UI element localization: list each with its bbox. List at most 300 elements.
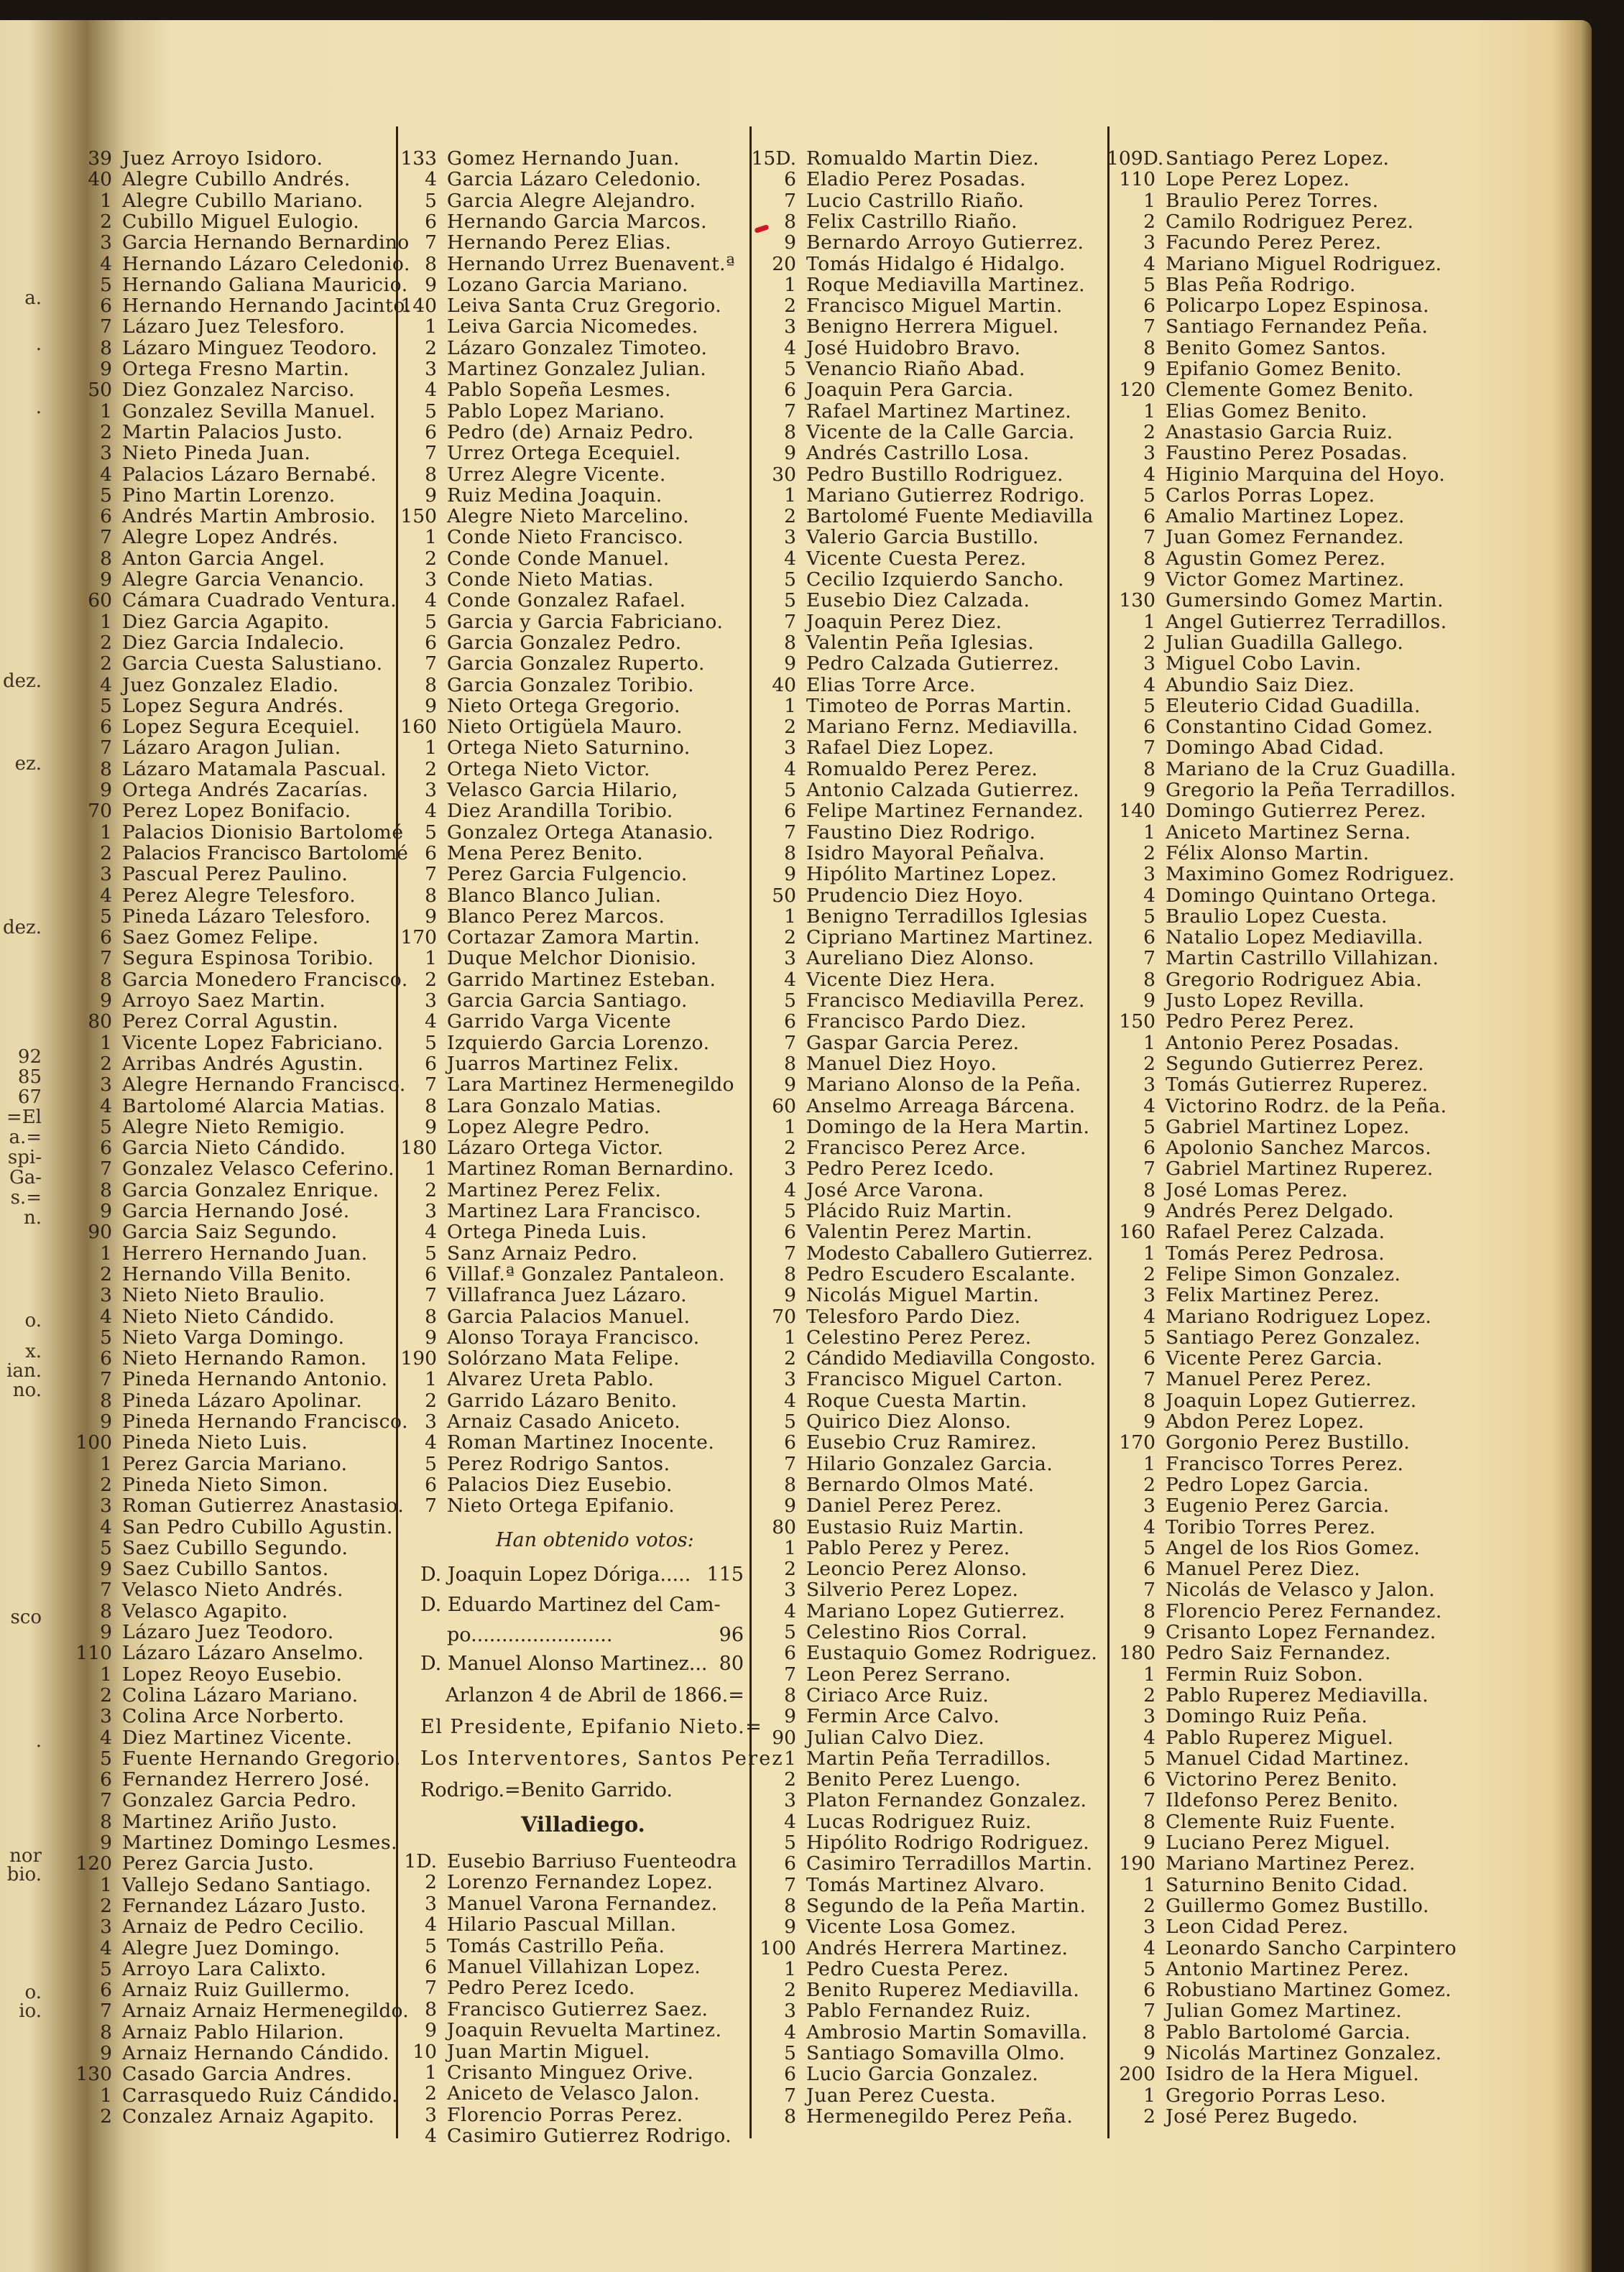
row-name: Pablo Lopez Mariano. (447, 400, 665, 422)
row-number: 4 (1143, 673, 1155, 696)
row-name: Aniceto Martinez Serna. (1166, 821, 1411, 844)
row-number: 9 (100, 2042, 112, 2064)
row-name: Nieto Hernando Ramon. (122, 1347, 367, 1370)
row-name: Cándido Mediavilla Congosto. (806, 1347, 1096, 1370)
row-number: 2 (425, 2082, 437, 2105)
row-number: 8 (784, 1894, 796, 1917)
row-name: Gabriel Martinez Lopez. (1166, 1115, 1410, 1138)
row-number: 4 (1143, 884, 1155, 907)
row-name: Carrasquedo Ruiz Cándido. (122, 2084, 399, 2107)
row-name: Garcia Lázaro Celedonio. (447, 168, 702, 191)
row-name: Arroyo Saez Martin. (122, 989, 326, 1012)
row-number: 8 (784, 210, 796, 233)
row-number: 8 (784, 1052, 796, 1075)
row-name: Garcia Saiz Segundo. (122, 1221, 338, 1244)
row-name: Arribas Andrés Agustin. (122, 1052, 364, 1075)
row-name: Ortega Andrés Zacarías. (122, 779, 369, 801)
row-number: 150 (1119, 1010, 1155, 1033)
row-number: 3 (1143, 1284, 1155, 1307)
row-number: 2 (784, 505, 796, 528)
row-number: 3 (425, 1200, 437, 1222)
row-number: 8 (425, 673, 437, 696)
row-number: 5 (1143, 905, 1155, 928)
row-number: 6 (100, 1768, 112, 1791)
row-number: 8 (1143, 1178, 1155, 1201)
row-number: 3 (784, 1158, 796, 1181)
fragment: bio. (6, 1864, 42, 1885)
row-name: Perez Garcia Mariano. (122, 1452, 348, 1475)
row-name: Domingo de la Hera Martin. (806, 1115, 1090, 1138)
row-number: 9 (425, 1326, 437, 1349)
row-number: 8 (1143, 1599, 1155, 1622)
row-number: 1 (784, 484, 796, 507)
row-name: Santiago Perez Gonzalez. (1166, 1326, 1421, 1349)
row-number: 2 (784, 1979, 796, 2002)
row-number: 9 (425, 694, 437, 717)
row-name: Eleuterio Cidad Guadilla. (1166, 694, 1421, 717)
row-number: 1 (1143, 1873, 1155, 1896)
row-number: 40 (88, 168, 112, 191)
row-number: 7 (100, 526, 112, 549)
row-name: Leoncio Perez Alonso. (806, 1558, 1028, 1581)
row-number: 120 (1119, 379, 1155, 402)
row-name: Colina Lázaro Mariano. (122, 1684, 359, 1707)
row-number: 4 (425, 1221, 437, 1244)
row-number: 5 (784, 1200, 796, 1222)
row-name: Valerio Garcia Bustillo. (806, 526, 1039, 549)
row-name: Andrés Castrillo Losa. (806, 442, 1030, 465)
row-number: 7 (100, 1789, 112, 1812)
row-name: José Perez Bugedo. (1166, 2105, 1359, 2128)
row-name: Segundo Gutierrez Perez. (1166, 1052, 1425, 1075)
row-number: 4 (100, 463, 112, 486)
row-name: Lopez Segura Andrés. (122, 694, 344, 717)
row-number: 1 (784, 905, 796, 928)
row-number: 2 (1143, 841, 1155, 864)
row-number: 7 (1143, 2000, 1155, 2023)
row-name: Gonzalez Velasco Ceferino. (122, 1158, 395, 1181)
row-name: Francisco Gutierrez Saez. (447, 1998, 709, 2021)
row-number: 9 (100, 1832, 112, 1854)
row-number: 1 (425, 1368, 437, 1391)
row-number: 2 (1143, 2105, 1155, 2128)
row-number: 7 (425, 1073, 437, 1096)
fragment: nor (9, 1845, 42, 1867)
row-name: Arnaiz Pablo Hilarion. (122, 2021, 345, 2044)
row-number: 3 (100, 442, 112, 465)
row-name: Gregorio Rodriguez Abia. (1166, 968, 1423, 991)
row-number: 8 (100, 757, 112, 780)
row-name: Garcia Gonzalez Toribio. (447, 673, 695, 696)
row-number: 60 (88, 589, 112, 612)
row-name: Garcia Hernando Bernardino (122, 231, 410, 254)
row-name: Palacios Dionisio Bartolomé (122, 821, 404, 844)
row-number: 2 (100, 2105, 112, 2128)
row-name: Hernando Garcia Marcos. (447, 210, 708, 233)
row-name: Pedro (de) Arnaiz Pedro. (447, 420, 694, 443)
row-number: 1 (1143, 400, 1155, 422)
row-number: 6 (1143, 926, 1155, 949)
row-name: Isidro Mayoral Peñalva. (806, 841, 1046, 864)
row-number: 4 (1143, 1726, 1155, 1749)
row-number: 4 (784, 547, 796, 570)
fragment: 67 (17, 1086, 42, 1108)
row-name: Eustaquio Gomez Rodriguez. (806, 1642, 1098, 1665)
row-name: Romualdo Martin Diez. (806, 147, 1040, 170)
row-number: 5 (784, 1621, 796, 1643)
row-name: Pablo Ruperez Miguel. (1166, 1726, 1394, 1749)
row-name: Garcia Alegre Alejandro. (447, 189, 696, 212)
row-name: Garcia y Garcia Fabriciano. (447, 610, 724, 633)
row-number: 3 (784, 1368, 796, 1391)
row-number: 5 (425, 1452, 437, 1475)
row-name: Pablo Bartolomé Garcia. (1166, 2021, 1411, 2044)
row-number: 2 (1143, 631, 1155, 654)
row-number: 4 (784, 757, 796, 780)
row-name: Pedro Perez Icedo. (806, 1158, 995, 1181)
row-number: 1 (1143, 821, 1155, 844)
row-number: 8 (784, 420, 796, 443)
row-number: 7 (784, 1873, 796, 1896)
vote-count: 80 (719, 1653, 744, 1675)
row-number: 15D. (751, 147, 796, 170)
row-number: 3 (100, 231, 112, 254)
row-number: 4 (425, 589, 437, 612)
row-number: 9 (425, 484, 437, 507)
row-number: 100 (75, 1431, 112, 1454)
row-number: 5 (425, 1934, 437, 1957)
row-name: Fernandez Herrero José. (122, 1768, 371, 1791)
row-number: 8 (100, 336, 112, 359)
row-name: Celestino Perez Perez. (806, 1326, 1032, 1349)
row-name: José Lomas Perez. (1166, 1178, 1349, 1201)
row-number: 8 (100, 547, 112, 570)
row-name: Diez Garcia Agapito. (122, 610, 330, 633)
row-name: Justo Lopez Revilla. (1166, 989, 1365, 1012)
row-number: 1 (1143, 2084, 1155, 2107)
row-name: Aniceto de Velasco Jalon. (447, 2082, 701, 2105)
row-name: Celestino Rios Corral. (806, 1621, 1028, 1643)
row-name: Eusebio Cruz Ramirez. (806, 1431, 1038, 1454)
row-number: 170 (1119, 1431, 1155, 1454)
row-name: Prudencio Diez Hoyo. (806, 884, 1024, 907)
row-name: Julian Guadilla Gallego. (1166, 631, 1404, 654)
row-number: 2 (425, 1178, 437, 1201)
row-name: Nieto Ortega Gregorio. (447, 694, 680, 717)
row-number: 2 (1143, 1262, 1155, 1285)
row-name: Casado Garcia Andres. (122, 2063, 353, 2086)
fragment: =El (6, 1107, 42, 1128)
row-name: Tomás Martinez Alvaro. (806, 1873, 1046, 1896)
vote-candidate: D. Joaquin Lopez Dóriga..... (420, 1564, 691, 1586)
row-name: Andrés Martin Ambrosio. (122, 505, 377, 528)
row-number: 2 (784, 716, 796, 739)
row-name: Martinez Gonzalez Julian. (447, 358, 707, 380)
fragment: 92 (17, 1046, 42, 1068)
row-name: Eustasio Ruiz Martin. (806, 1515, 1025, 1538)
row-number: 6 (425, 1473, 437, 1496)
row-number: 5 (1143, 484, 1155, 507)
fragment: dez. (3, 670, 42, 692)
row-number: 9 (784, 442, 796, 465)
row-name: Perez Garcia Fulgencio. (447, 863, 688, 886)
row-number: 9 (100, 358, 112, 380)
row-number: 3 (425, 1410, 437, 1433)
row-name: Saez Cubillo Segundo. (122, 1536, 349, 1559)
row-name: Joaquin Revuelta Martinez. (447, 2019, 722, 2042)
row-name: Hernando Villa Benito. (122, 1262, 352, 1285)
fragment: spi- (7, 1147, 42, 1168)
row-number: 7 (425, 1977, 437, 2000)
row-name: Daniel Perez Perez. (806, 1495, 1002, 1518)
row-name: Fernandez Lázaro Justo. (122, 1894, 367, 1917)
row-number: 7 (425, 442, 437, 465)
row-number: 9 (100, 989, 112, 1012)
row-number: 3 (100, 1073, 112, 1096)
row-name: Pedro Perez Perez. (1166, 1010, 1355, 1033)
row-name: Pineda Nieto Luis. (122, 1431, 308, 1454)
row-name: Isidro de la Hera Miguel. (1166, 2063, 1420, 2086)
row-name: Victorino Rodrz. de la Peña. (1166, 1094, 1447, 1117)
row-number: 6 (100, 1979, 112, 2002)
row-number: 6 (1143, 1979, 1155, 2002)
row-name: Palacios Francisco Bartolomé (122, 841, 408, 864)
row-name: Braulio Lopez Cuesta. (1166, 905, 1388, 928)
row-name: Juan Gomez Fernandez. (1166, 526, 1405, 549)
row-number: 5 (100, 484, 112, 507)
row-name: Lopez Reoyo Eusebio. (122, 1663, 343, 1686)
row-number: 140 (1119, 800, 1155, 823)
row-name: Hernando Hernando Jacinto. (122, 295, 412, 318)
row-number: 2 (1143, 420, 1155, 443)
row-number: 90 (772, 1726, 796, 1749)
row-name: Hernando Lázaro Celedonio. (122, 252, 411, 275)
row-name: Lorenzo Fernandez Lopez. (447, 1871, 714, 1894)
row-number: 6 (100, 926, 112, 949)
row-number: 1D. (404, 1850, 437, 1872)
row-name: Manuel Varona Fernandez. (447, 1892, 718, 1915)
row-name: Hernando Urrez Buenavent.ª (447, 252, 735, 275)
row-number: 1 (784, 1536, 796, 1559)
row-name: Saturnino Benito Cidad. (1166, 1873, 1408, 1896)
row-name: Felix Martinez Perez. (1166, 1284, 1380, 1307)
row-number: 1 (1143, 1452, 1155, 1475)
row-number: 5 (100, 1957, 112, 1980)
row-name: Herrero Hernando Juan. (122, 1242, 368, 1265)
row-name: Alegre Juez Domingo. (122, 1936, 341, 1959)
row-name: Alegre Cubillo Mariano. (122, 189, 364, 212)
row-name: Luciano Perez Miguel. (1166, 1832, 1391, 1854)
row-number: 9 (1143, 568, 1155, 591)
row-number: 9 (100, 779, 112, 801)
row-name: Agustin Gomez Perez. (1166, 547, 1386, 570)
row-number: 1 (425, 736, 437, 759)
row-number: 6 (1143, 1347, 1155, 1370)
row-number: 2 (425, 1871, 437, 1894)
row-number: 3 (100, 863, 112, 886)
row-name: Lázaro Aragon Julian. (122, 736, 341, 759)
row-name: Garrido Lázaro Benito. (447, 1389, 678, 1412)
row-number: 7 (1143, 1368, 1155, 1391)
row-number: 2 (100, 1894, 112, 1917)
row-number: 9 (100, 1410, 112, 1433)
row-name: Facundo Perez Perez. (1166, 231, 1382, 254)
row-number: 4 (784, 1599, 796, 1622)
row-name: Francisco Perez Arce. (806, 1137, 1027, 1160)
fragment: a.= (9, 1127, 42, 1148)
row-number: 8 (1143, 1389, 1155, 1412)
row-name: Sanz Arnaiz Pedro. (447, 1242, 638, 1265)
row-number: 4 (1143, 463, 1155, 486)
row-name: Lázaro Ortega Victor. (447, 1137, 664, 1160)
row-name: Gaspar Garcia Perez. (806, 1031, 1020, 1054)
row-number: 7 (425, 652, 437, 675)
row-name: Nicolás de Velasco y Jalon. (1166, 1579, 1436, 1602)
row-name: Rafael Diez Lopez. (806, 736, 995, 759)
row-name: Nieto Ortega Epifanio. (447, 1495, 675, 1518)
row-number: 3 (784, 736, 796, 759)
row-number: 5 (1143, 1115, 1155, 1138)
row-number: 3 (1143, 652, 1155, 675)
row-number: 3 (784, 1579, 796, 1602)
row-name: Eladio Perez Posadas. (806, 168, 1026, 191)
row-number: 8 (1143, 547, 1155, 570)
row-number: 6 (100, 1347, 112, 1370)
row-number: 6 (100, 1137, 112, 1160)
row-number: 9 (1143, 358, 1155, 380)
row-name: Bartolomé Fuente Mediavilla (806, 505, 1094, 528)
row-name: Gabriel Martinez Ruperez. (1166, 1158, 1434, 1181)
fragment: o. (24, 1310, 42, 1331)
row-name: Joaquin Pera Garcia. (806, 379, 1014, 402)
row-name: Valentin Peña Iglesias. (806, 631, 1035, 654)
row-number: 4 (1143, 1094, 1155, 1117)
fragment: x. (25, 1341, 42, 1362)
row-number: 1 (1143, 610, 1155, 633)
row-name: Antonio Martinez Perez. (1166, 1957, 1410, 1980)
row-number: 8 (425, 1094, 437, 1117)
row-number: 7 (425, 231, 437, 254)
row-number: 150 (400, 505, 437, 528)
row-name: Ildefonso Perez Benito. (1166, 1789, 1399, 1812)
vote-count: 115 (706, 1564, 744, 1586)
row-number: 6 (100, 295, 112, 318)
row-name: Francisco Pardo Diez. (806, 1010, 1027, 1033)
row-number: 3 (1143, 863, 1155, 886)
row-number: 3 (425, 358, 437, 380)
row-name: Apolonio Sanchez Marcos. (1166, 1137, 1432, 1160)
row-number: 1 (100, 1663, 112, 1686)
row-number: 8 (100, 1810, 112, 1833)
row-number: 4 (784, 968, 796, 991)
row-name: Mena Perez Benito. (447, 841, 644, 864)
row-name: Lucio Castrillo Riaño. (806, 189, 1025, 212)
row-number: 5 (100, 694, 112, 717)
row-name: Mariano Lopez Gutierrez. (806, 1599, 1066, 1622)
row-number: 9 (1143, 1410, 1155, 1433)
row-name: Juarros Martinez Felix. (447, 1052, 680, 1075)
row-number: 7 (100, 2000, 112, 2023)
row-number: 140 (400, 295, 437, 318)
row-name: Garcia Gonzalez Pedro. (447, 631, 682, 654)
row-number: 2 (100, 1262, 112, 1285)
row-name: Casimiro Gutierrez Rodrigo. (447, 2125, 732, 2148)
row-name: Mariano Alonso de la Peña. (806, 1073, 1081, 1096)
row-number: 5 (784, 358, 796, 380)
row-number: 2 (425, 547, 437, 570)
row-number: 9 (784, 863, 796, 886)
row-number: 1 (425, 1158, 437, 1181)
row-name: Garcia Garcia Santiago. (447, 989, 688, 1012)
row-number: 3 (100, 1916, 112, 1939)
row-name: Hilario Pascual Millan. (447, 1913, 677, 1936)
row-number: 2 (425, 757, 437, 780)
row-number: 1 (784, 1747, 796, 1770)
row-name: Hernando Galiana Mauricio. (122, 273, 408, 296)
vote-candidate: D. Manuel Alonso Martinez... (420, 1653, 708, 1675)
row-number: 5 (784, 589, 796, 612)
vote-candidate-continued: po....................... (447, 1624, 613, 1646)
row-name: Lope Perez Lopez. (1166, 168, 1350, 191)
row-name: Pineda Lázaro Telesforo. (122, 905, 372, 928)
row-number: 5 (425, 821, 437, 844)
row-number: 1 (100, 2084, 112, 2107)
row-name: Santiago Fernandez Peña. (1166, 315, 1429, 338)
row-number: 4 (784, 1389, 796, 1412)
row-number: 130 (1119, 589, 1155, 612)
row-name: Juan Martin Miguel. (447, 2040, 650, 2063)
row-number: 8 (784, 841, 796, 864)
vote-count: 96 (719, 1624, 744, 1646)
row-number: 1 (425, 947, 437, 970)
row-name: Martinez Domingo Lesmes. (122, 1832, 398, 1854)
row-name: Diez Gonzalez Narciso. (122, 379, 355, 402)
row-name: Aureliano Diez Alonso. (806, 947, 1035, 970)
row-name: Joaquin Lopez Gutierrez. (1166, 1389, 1417, 1412)
row-number: 4 (1143, 1936, 1155, 1959)
document-page (0, 20, 1592, 2272)
row-name: Colina Arce Norberto. (122, 1705, 345, 1728)
row-name: Anton Garcia Angel. (122, 547, 326, 570)
row-number: 5 (425, 1242, 437, 1265)
row-number: 7 (425, 1284, 437, 1307)
row-name: Santiago Somavilla Olmo. (806, 2042, 1066, 2064)
row-name: Lozano Garcia Mariano. (447, 273, 688, 296)
row-number: 60 (772, 1094, 796, 1117)
row-name: Velasco Garcia Hilario, (447, 779, 678, 801)
row-number: 3 (425, 779, 437, 801)
fragment: dez. (3, 917, 42, 938)
row-number: 5 (100, 1747, 112, 1770)
row-number: 6 (1143, 1768, 1155, 1791)
row-name: Mariano Martinez Perez. (1166, 1852, 1416, 1875)
row-number: 120 (75, 1852, 112, 1875)
row-number: 6 (784, 2063, 796, 2086)
row-number: 5 (100, 273, 112, 296)
row-name: Arnaiz de Pedro Cecilio. (122, 1916, 365, 1939)
row-name: Gomez Hernando Juan. (447, 147, 680, 170)
closing-line: El Presidente, Epifanio Nieto.= (420, 1716, 763, 1738)
row-number: 8 (100, 1389, 112, 1412)
row-number: 9 (425, 1115, 437, 1138)
row-name: Urrez Ortega Ecequiel. (447, 442, 681, 465)
row-name: Domingo Quintano Ortega. (1166, 884, 1437, 907)
row-name: Domingo Gutierrez Perez. (1166, 800, 1427, 823)
row-name: Martinez Ariño Justo. (122, 1810, 338, 1833)
row-number: 4 (100, 252, 112, 275)
row-name: Pedro Calzada Gutierrez. (806, 652, 1060, 675)
row-name: Gorgonio Perez Bustillo. (1166, 1431, 1411, 1454)
